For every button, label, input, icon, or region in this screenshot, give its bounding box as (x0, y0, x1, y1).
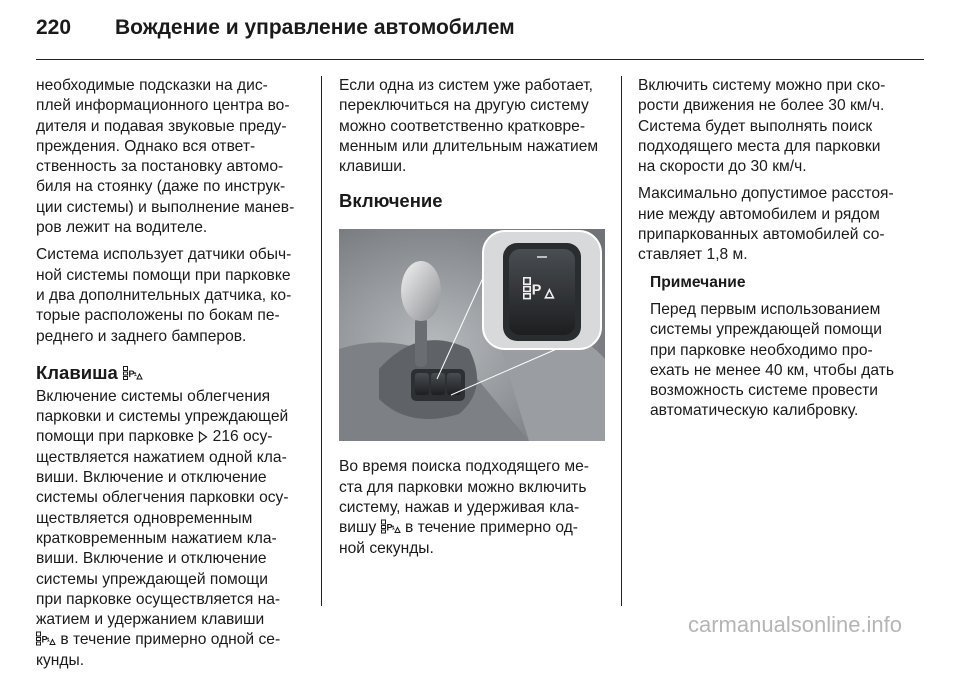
text-line: в течение примерно од- (405, 519, 578, 537)
page-number: 220 (36, 16, 72, 39)
text-line: на скорости до 30 км/ч. (638, 158, 807, 176)
text-line: Если одна из систем уже работает, (339, 77, 593, 94)
text-line: ставляет 1,8 м. (638, 246, 748, 264)
text-line: реднего и заднего бамперов. (36, 327, 247, 345)
text-line: ров лежит на водителе. (36, 219, 208, 237)
section-heading-key: Клавиша (36, 361, 304, 385)
column-divider (321, 76, 322, 606)
text-line: виши. Включение и отключение (36, 469, 267, 487)
text-line: менным или длительным нажатием (339, 137, 599, 155)
column-2 (339, 76, 607, 566)
text-line: Максимально допустимое расстоя- (638, 185, 894, 203)
text-line: торые расположены по бокам пе- (36, 307, 280, 325)
text-line: биля на стоянку (даже по инструк- (36, 178, 286, 196)
text-line: ществляется нажатием одной кла- (36, 448, 287, 466)
text-line: Во время поиска подходящего ме- (339, 458, 589, 476)
text-line: клавиши. (339, 158, 407, 176)
text-line: в течение примерно одной се- (60, 631, 281, 649)
paragraph (339, 457, 607, 558)
text-line: при парковке осуществляется на- (36, 590, 281, 608)
parking-assist-icon (36, 631, 56, 646)
text-line: кунды. (36, 651, 85, 669)
text-line: Система будет выполнять поиск (638, 117, 873, 135)
column-1 (36, 76, 304, 678)
page-reference[interactable]: 216 осу- (212, 428, 273, 446)
note-block (650, 273, 906, 422)
text-line: автоматическую калибровку. (650, 402, 859, 420)
text-line: ции системы) и выполнение манев- (36, 198, 295, 216)
text-line: ществляется одновременным (36, 509, 253, 527)
text-line: ной секунды. (339, 539, 434, 557)
header-rule (36, 59, 924, 60)
text-line: ехать не менее 40 км, чтобы дать (650, 361, 894, 379)
paragraph (638, 184, 906, 265)
text-line: можно соответственно кратковре- (339, 117, 586, 135)
page-header (36, 16, 924, 52)
watermark: carmanualsonline.info (688, 612, 903, 637)
text-line: системы облегчения парковки осу- (36, 489, 289, 507)
text-line: виши. Включение и отключение (36, 550, 267, 568)
text-line: жатием и удержанием клавиши (36, 611, 265, 629)
console-photo (339, 229, 605, 441)
column-3 (638, 76, 906, 429)
text-line: рости движения не более 30 км/ч. (638, 97, 885, 115)
text-line: кратковременным нажатием кла- (36, 529, 277, 547)
parking-assist-icon (123, 365, 143, 381)
paragraph (339, 76, 607, 177)
text-line: Включить систему можно при ско- (638, 77, 886, 94)
note-text (650, 300, 906, 422)
paragraph (36, 76, 304, 238)
text-line: ной системы помощи при парковке (36, 266, 291, 284)
paragraph (638, 76, 906, 177)
text-line: вишу (339, 519, 377, 537)
text-line: Система использует датчики обыч- (36, 246, 292, 264)
text-line: Включение системы облегчения (36, 387, 271, 405)
text-line: дителя и подавая звуковые преду- (36, 117, 287, 135)
text-line: плей информационного центра во- (36, 97, 290, 115)
parking-assist-icon (381, 519, 401, 534)
text-line: парковки и системы упреждающей (36, 408, 289, 426)
page-title: Вождение и управление автомобилем (115, 16, 515, 39)
text-line: системы упреждающей помощи (650, 321, 882, 339)
text-line: помощи при парковке (36, 428, 194, 446)
text-line: припаркованных автомобилей со- (638, 226, 885, 244)
text-line: систему, нажав и удерживая кла- (339, 499, 580, 517)
text-line: системы упреждающей помощи (36, 570, 268, 588)
text-line: возможность системе провести (650, 382, 878, 400)
console-illustration (339, 229, 605, 441)
section-heading-activation: Включение (339, 190, 443, 212)
paragraph (36, 387, 304, 671)
text-line: необходимые подсказки на дис- (36, 77, 268, 94)
column-divider (621, 76, 622, 606)
note-heading: Примечание (650, 273, 746, 291)
text-line: и два дополнительных датчика, ко- (36, 286, 292, 304)
svg-text:P: P (531, 283, 542, 300)
triangle-reference-icon[interactable] (198, 431, 208, 443)
text-line: при парковке необходимо про- (650, 341, 873, 359)
text-line: переключиться на другую систему (339, 97, 589, 115)
paragraph (36, 245, 304, 346)
text-line: Перед первым использованием (650, 300, 881, 318)
text-line: подходящего места для парковки (638, 137, 881, 155)
text-line: ственность за постановку автомо- (36, 158, 284, 176)
text-line: ние между автомобилем и рядом (638, 205, 880, 223)
text-line: ста для парковки можно включить (339, 478, 587, 496)
text-line: преждения. Однако вся ответ- (36, 137, 256, 155)
